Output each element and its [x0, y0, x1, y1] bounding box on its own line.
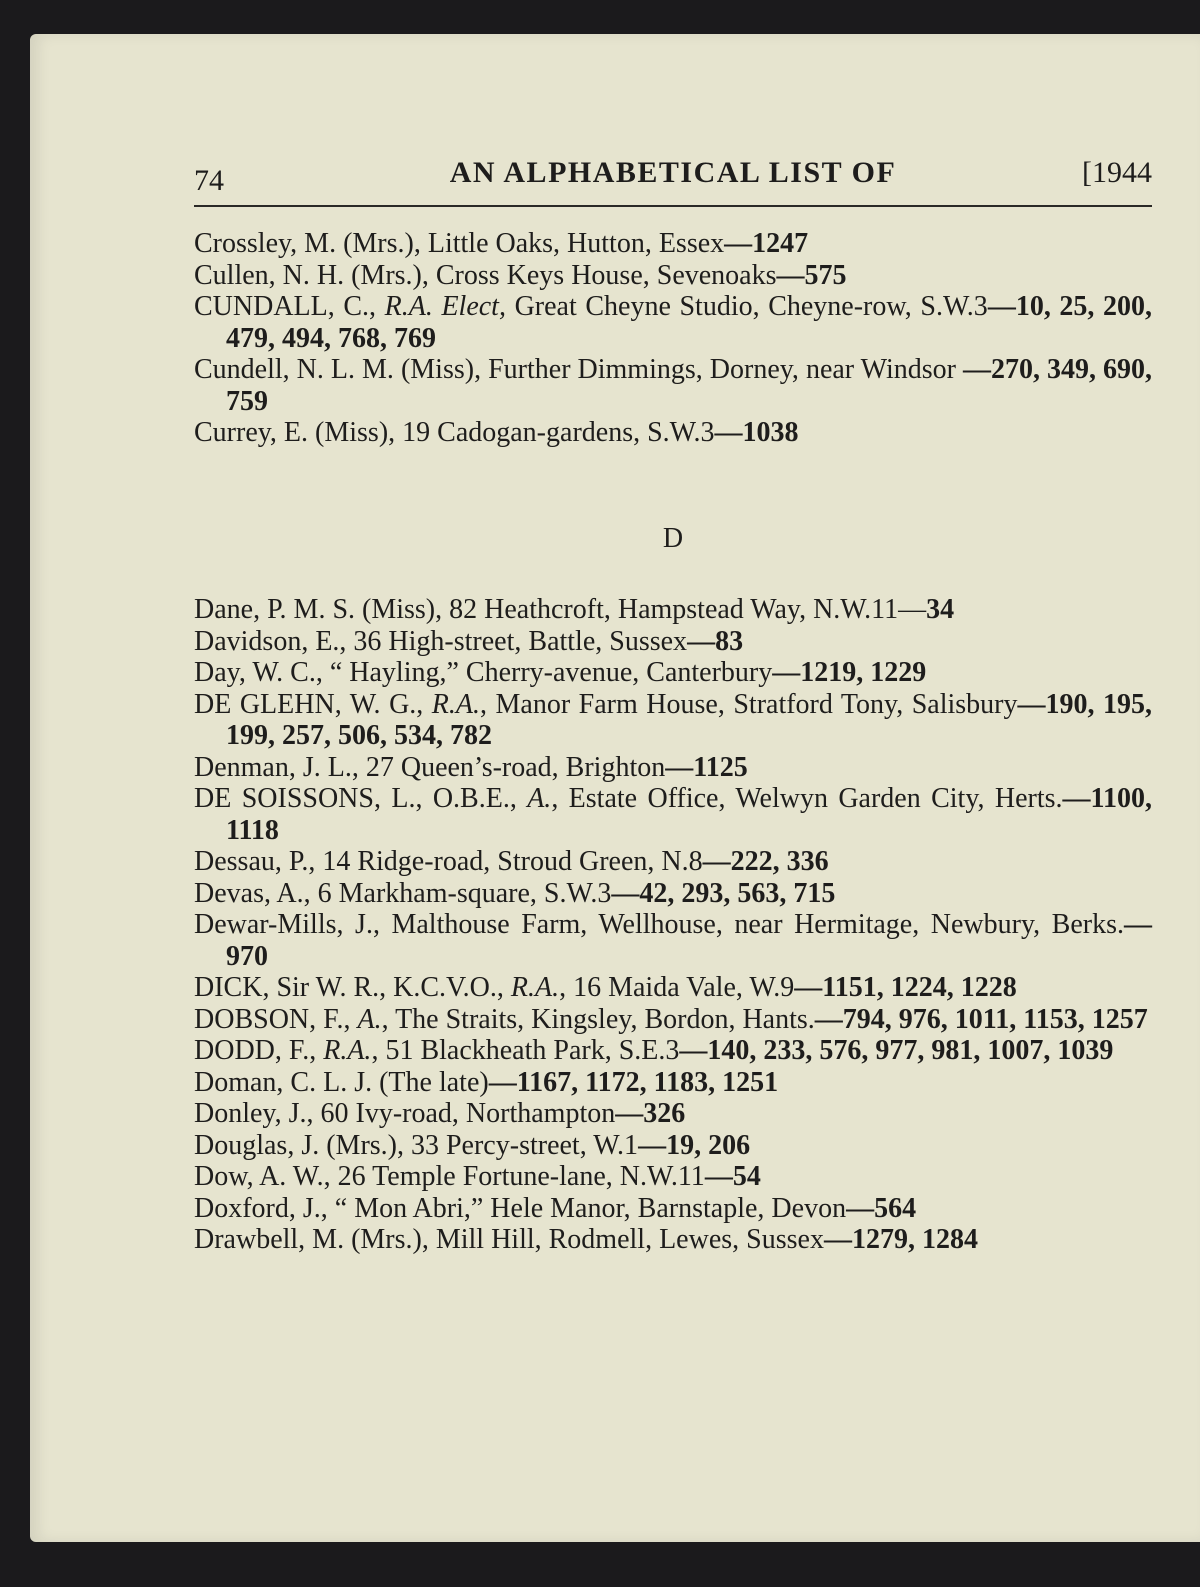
header-rule: [194, 205, 1152, 207]
entry-numbers: —326: [615, 1098, 686, 1129]
entry-numbers: —575: [776, 259, 847, 291]
entry-address: , The Straits, Kingsley, Bordon, Hants.: [381, 1003, 815, 1035]
directory-entry: [194, 657, 1152, 689]
entry-numbers: —1279, 1284: [823, 1224, 978, 1255]
page-header: [194, 150, 1152, 200]
entry-numbers: —270, 349, 690, 759: [226, 354, 1153, 417]
directory-entry: [194, 291, 1152, 354]
entry-numbers: —42, 293, 563, 715: [611, 877, 836, 909]
section-letter: D: [662, 522, 684, 554]
directory-entry: [194, 260, 1152, 292]
entries-c-section: [194, 228, 1152, 449]
entry-title: R.A.: [431, 688, 481, 720]
directory-entry: [194, 1004, 1152, 1036]
entry-name: Davidson, E., 36 High-street, Battle, Sussex: [194, 625, 688, 657]
entry-numbers: —1038: [714, 417, 799, 448]
year-marker: [1944: [1082, 156, 1152, 189]
entry-address: , Manor Farm House, Stratford Tony, Salisbury: [480, 688, 1018, 720]
entry-name: CUNDALL, C.,: [194, 291, 385, 322]
entry-numbers: —1125: [665, 751, 748, 783]
directory-entry: [194, 972, 1152, 1004]
entry-list: [194, 228, 1152, 1256]
entry-numbers: —1247: [724, 228, 809, 259]
entry-name: Doxford, J., “ Mon Abri,” Hele Manor, Barnstaple, Devon: [194, 1192, 847, 1224]
directory-entry: [194, 783, 1152, 846]
entry-name: Cundell, N. L. M. (Miss), Further Dimmings, Dorney, near Windsor: [194, 354, 963, 385]
entries-d-section: [194, 594, 1152, 1256]
entry-name: Donley, J., 60 Ivy-road, Northampton: [194, 1098, 616, 1129]
entry-name: DE GLEHN, W. G.,: [194, 688, 432, 720]
page-number: 74: [194, 164, 224, 197]
directory-entry: [194, 354, 1152, 417]
running-title: AN ALPHABETICAL LIST OF: [449, 156, 897, 189]
entry-numbers: —794, 976, 1011, 1153, 1257: [814, 1003, 1148, 1035]
entry-name: Day, W. C., “ Hayling,” Cherry-avenue, Canterbury: [194, 657, 773, 688]
directory-entry: [194, 1161, 1152, 1193]
entry-address: , Estate Office, Welwyn Garden City, Herts.: [551, 783, 1063, 814]
directory-entry: [194, 594, 1152, 626]
entry-name: DE SOISSONS, L., O.B.E.,: [194, 783, 528, 814]
entry-name: DODD, F.,: [194, 1035, 324, 1066]
directory-entry: [194, 878, 1152, 910]
entry-name: Dessau, P., 14 Ridge-road, Stroud Green, N.8: [194, 846, 703, 877]
entry-name: Devas, A., 6 Markham-square, S.W.3: [194, 877, 612, 909]
directory-entry: [194, 1130, 1152, 1162]
entry-numbers: —140, 233, 576, 977, 981, 1007, 1039: [679, 1035, 1114, 1066]
entry-name: Dow, A. W., 26 Temple Fortune-lane, N.W.11: [194, 1161, 705, 1192]
entry-numbers: —1219, 1229: [772, 657, 927, 688]
directory-entry: [194, 689, 1152, 752]
entry-title: R.A.: [323, 1035, 372, 1066]
entry-title: A.: [357, 1003, 382, 1035]
directory-entry: [194, 752, 1152, 784]
entry-numbers: —970: [226, 909, 1152, 972]
entry-numbers: 34: [926, 594, 955, 625]
directory-entry: [194, 228, 1152, 260]
entry-name: Cullen, N. H. (Mrs.), Cross Keys House, Sevenoaks: [194, 259, 777, 291]
entry-address: Great Cheyne Studio, Cheyne-row, S.W.3: [505, 291, 988, 322]
entry-name: Drawbell, M. (Mrs.), Mill Hill, Rodmell, Lewes, Sussex: [194, 1224, 824, 1255]
entry-numbers: —222, 336: [702, 846, 829, 877]
directory-entry: [194, 1224, 1152, 1256]
entry-numbers: —19, 206: [638, 1129, 751, 1161]
entry-numbers: —1100, 1118: [226, 783, 1153, 846]
entry-title: A.: [527, 783, 552, 814]
directory-entry: [194, 626, 1152, 658]
entry-address: , 51 Blackheath Park, S.E.3: [371, 1035, 680, 1066]
entry-numbers: —1151, 1224, 1228: [794, 972, 1017, 1003]
entry-name: Dewar-Mills, J., Malthouse Farm, Wellhouse, near Hermitage, Newbury, Berks.: [194, 909, 1124, 940]
entry-name: Dane, P. M. S. (Miss), 82 Heathcroft, Hampstead Way, N.W.11—: [194, 594, 927, 625]
directory-entry: [194, 909, 1152, 972]
directory-entry: [194, 846, 1152, 878]
entry-title: R.A.: [510, 972, 560, 1003]
entry-name: Douglas, J. (Mrs.), 33 Percy-street, W.1: [194, 1129, 639, 1161]
entry-numbers: —10, 25, 200, 479, 494, 768, 769: [226, 291, 1153, 354]
entry-address: , 16 Maida Vale, W.9: [559, 972, 795, 1003]
entry-name: DICK, Sir W. R., K.C.V.O.,: [194, 972, 511, 1003]
directory-entry: [194, 1098, 1152, 1130]
entry-name: Doman, C. L. J. (The late): [194, 1066, 489, 1098]
directory-entry: [194, 417, 1152, 449]
entry-numbers: —1167, 1172, 1183, 1251: [488, 1066, 779, 1098]
entry-numbers: —564: [846, 1192, 917, 1224]
entry-numbers: —83: [687, 625, 744, 657]
entry-name: Denman, J. L., 27 Queen’s-road, Brighton: [194, 751, 666, 783]
entry-name: DOBSON, F.,: [194, 1003, 358, 1035]
directory-entry: [194, 1067, 1152, 1099]
entry-numbers: —54: [704, 1161, 761, 1192]
entry-name: Crossley, M. (Mrs.), Little Oaks, Hutton, Essex: [194, 228, 725, 259]
entry-numbers: —190, 195, 199, 257, 506, 534, 782: [226, 688, 1153, 751]
entry-title: R.A. Elect,: [384, 291, 506, 322]
entry-name: Currey, E. (Miss), 19 Cadogan-gardens, S.W.3: [194, 417, 715, 448]
directory-entry: [194, 1035, 1152, 1067]
directory-entry: [194, 1193, 1152, 1225]
